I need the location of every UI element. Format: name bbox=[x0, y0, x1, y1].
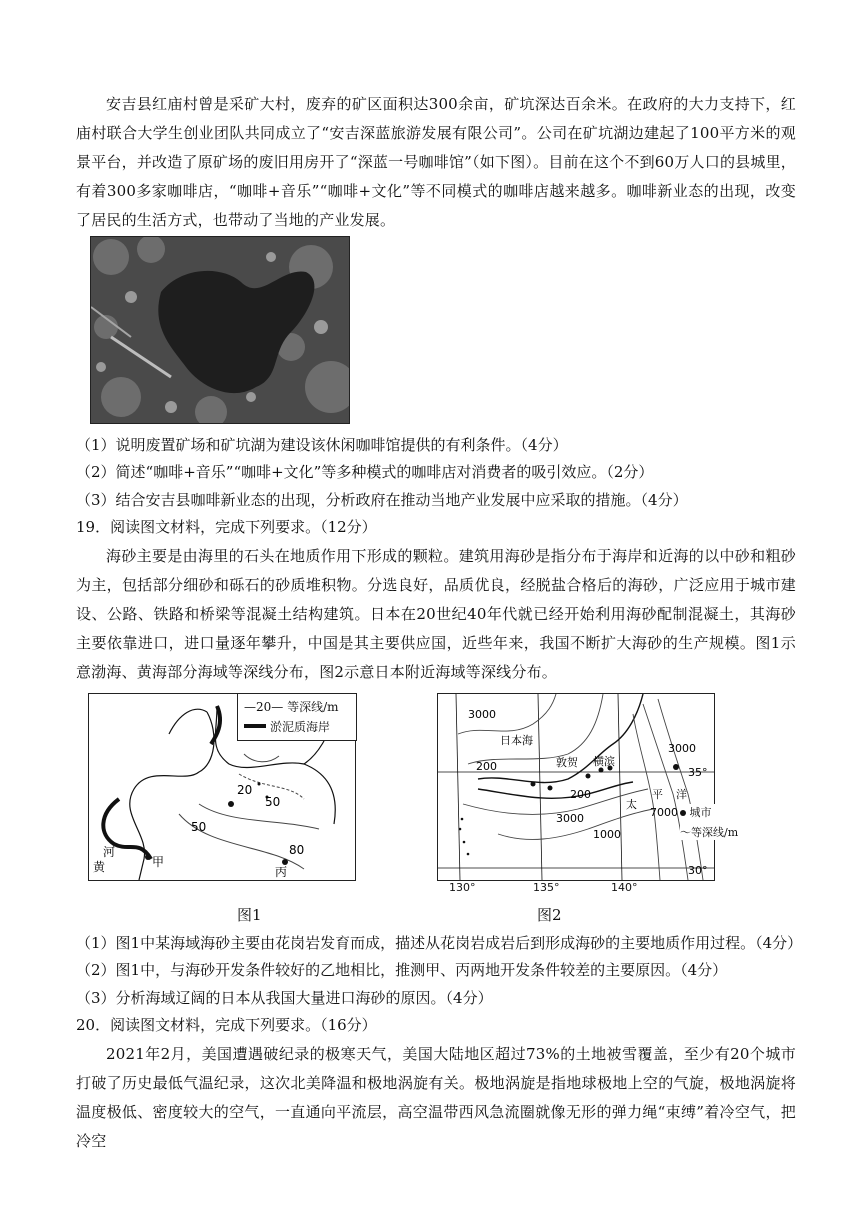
fig2-label-hengbin: 横滨 bbox=[593, 755, 615, 768]
fig2-label-pacific-2: 平 bbox=[652, 788, 663, 801]
fig1-label-80: 80 bbox=[289, 843, 305, 857]
figure-2-longitude-labels bbox=[437, 881, 737, 901]
fig2-label-lat30: 30° bbox=[688, 864, 708, 877]
fig2-label-pacific-1: 太 bbox=[626, 798, 637, 811]
fig1-label-jia: 甲 bbox=[152, 855, 165, 869]
fig2-label-3000c: 3000 bbox=[556, 812, 584, 825]
fig2-label-1000: 1000 bbox=[593, 828, 621, 841]
q18-sub2: （2）简述“咖啡+音乐”“咖啡+文化”等多种模式的咖啡店对消费者的吸引效应。（2分） bbox=[76, 463, 654, 481]
fig1-label-yellow-river-2: 河 bbox=[103, 845, 116, 859]
fig2-label-lat35: 35° bbox=[688, 766, 708, 779]
q18-sub1: （1）说明废置矿场和矿坑湖为建设该休闲咖啡馆提供的有利条件。（4分） bbox=[76, 436, 568, 454]
fig2-label-7000: 7000 bbox=[650, 806, 678, 819]
fig2-label-dunhe: 敦贺 bbox=[556, 756, 578, 769]
figure-2-svg bbox=[438, 694, 714, 880]
fig1-legend-coast-symbol bbox=[244, 724, 266, 728]
fig1-label-50b: 50 bbox=[191, 820, 207, 834]
q19-sub3: （3）分析海域辽阔的日本从我国大量进口海砂的原因。（4分） bbox=[76, 989, 493, 1007]
q19-sub2: （2）图1中，与海砂开发条件较好的乙地相比，推测甲、丙两地开发条件较差的主要原因。（4分） bbox=[76, 961, 728, 979]
fig1-label-bing: 丙 bbox=[275, 865, 288, 879]
q20-paragraph: 2021年2月，美国遭遇破纪录的极寒天气，美国大陆地区超过73%的土地被雪覆盖，至少有20个城市打破了历史最低气温纪录，这次北美降温和极地涡旋有关。极地涡旋是指地球极地上空的气旋，极地涡旋将温度极低、密度较大的空气，一直通向平流层，高空温带西风急流圈就像无形的弹力绳“束缚”着冷空气，把冷空 bbox=[76, 1045, 796, 1150]
fig1-label-yellow-river-1: 黄 bbox=[93, 860, 106, 874]
fig2-label-sea: 日本海 bbox=[500, 734, 533, 747]
fig2-label-200b: 200 bbox=[570, 788, 591, 801]
intro-paragraph: 安吉县红庙村曾是采矿大村，废弃的矿区面积达300余亩，矿坑深达百余米。在政府的大力支持下，红庙村联合大学生创业团队共同成立了“安吉深蓝旅游发展有限公司”。公司在矿坑湖边建起了100平方米的观景平台，并改造了原矿场的废旧用房开了“深蓝一号咖啡馆”（如下图）。目前在这个不到60万人口的县城里，有着300多家咖啡店，“咖啡+音乐”“咖啡+文化”等不同模式的咖啡店越来越多。咖啡新业态的出现，改变了居民的生活方式，也带动了当地的产业发展。 bbox=[76, 95, 796, 229]
fig1-legend-isobath: —20— 等深线/m bbox=[244, 700, 339, 714]
q18-sub3: （3）结合安吉县咖啡新业态的出现，分析政府在推动当地产业发展中应采取的措施。（4分） bbox=[76, 491, 688, 509]
q19-title: 19．阅读图文材料，完成下列要求。（12分） bbox=[76, 518, 377, 536]
fig1-legend bbox=[237, 693, 357, 741]
q20-title: 20．阅读图文材料，完成下列要求。（16分） bbox=[76, 1016, 377, 1034]
fig2-label-3000b: 3000 bbox=[668, 742, 696, 755]
q19-sub1: （1）图1中某海域海砂主要由花岗岩发育而成，描述从花岗岩成岩后到形成海砂的主要地质作用过程。（4分） bbox=[76, 934, 803, 952]
fig2-legend-city: 城市 bbox=[689, 806, 712, 819]
fig1-label-50a: 50 bbox=[265, 795, 281, 809]
fig2-label-lon140: 140° bbox=[611, 881, 638, 894]
fig2-legend-isobath: 等深线/m bbox=[691, 826, 739, 839]
figure-2-caption: 图2 bbox=[537, 906, 562, 924]
fig2-label-200a: 200 bbox=[476, 760, 497, 773]
fig2-label-pacific-3: 洋 bbox=[676, 788, 687, 801]
fig2-legend bbox=[680, 804, 740, 840]
figure-1-caption: 图1 bbox=[237, 906, 262, 924]
figure-1-map bbox=[88, 693, 356, 881]
q19-paragraph: 海砂主要是由海里的石头在地质作用下形成的颗粒。建筑用海砂是指分布于海岸和近海的以中砂和粗砂为主，包括部分细砂和砾石的砂质堆积物。分选良好，品质优良，经脱盐合格后的海砂，广泛应用于城市建设、公路、铁路和桥梁等混凝土结构建筑。日本在20世纪40年代就已经开始利用海砂配制混凝土，其海砂主要依靠进口，进口量逐年攀升，中国是其主要供应国，近些年来，我国不断扩大海砂的生产规模。图1示意渤海、黄海部分海域等深线分布，图2示意日本附近海域等深线分布。 bbox=[76, 547, 796, 681]
fig1-legend-coast: 淤泥质海岸 bbox=[270, 720, 331, 734]
isobath-line-icon: 〜 bbox=[680, 826, 691, 839]
figure-2-map bbox=[437, 693, 739, 881]
fig2-label-3000a: 3000 bbox=[468, 708, 496, 721]
fig1-label-20: 20 bbox=[237, 783, 253, 797]
mine-lake-image bbox=[91, 237, 349, 423]
mine-lake-photo bbox=[90, 236, 350, 424]
city-dot-icon bbox=[680, 810, 686, 816]
fig2-label-lon130: 130° bbox=[449, 881, 476, 894]
fig2-label-lon135: 135° bbox=[533, 881, 560, 894]
